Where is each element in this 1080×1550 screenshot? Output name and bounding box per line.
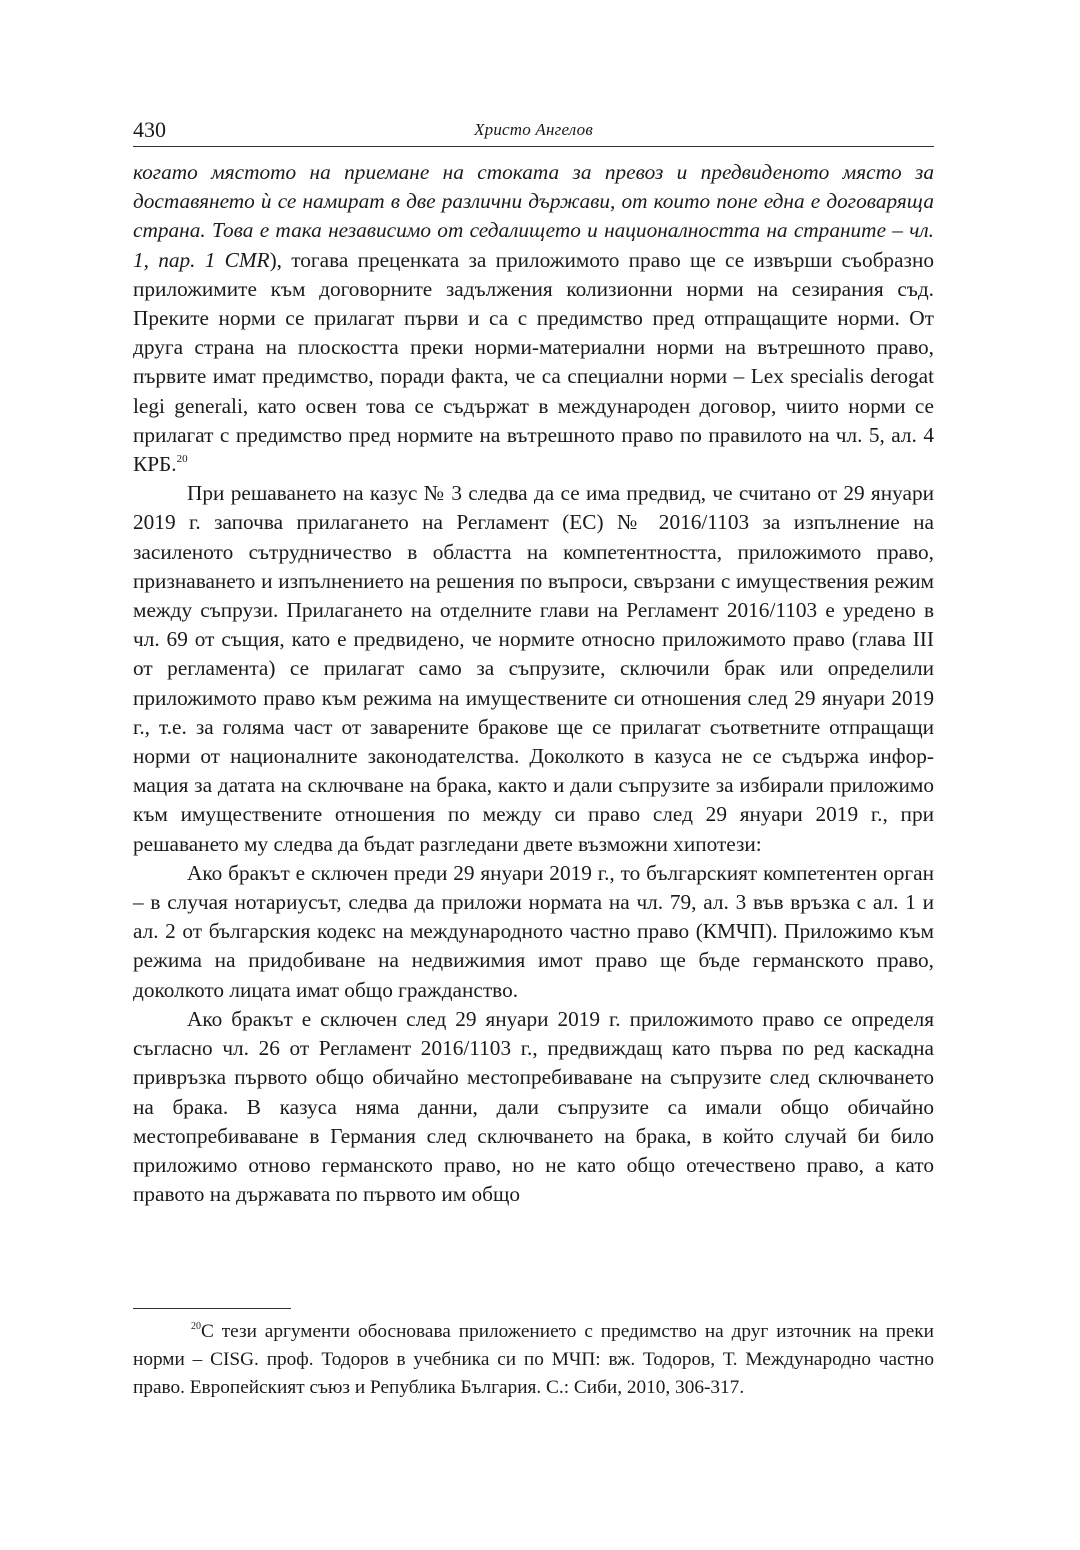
footnote-separator	[133, 1308, 291, 1309]
page-number: 430	[133, 117, 166, 142]
footnotes	[133, 1318, 934, 1402]
page-header	[133, 116, 934, 147]
paragraph-1-rest: ), тогава преценката за приложимото право ще се извърши съобразно приложимите към договорните задължения колизионни норми на сезирания съд. Преките норми се прилагат първи и са с предимство пред отпращащите норми. От друга страна на плоскостта преки норми-материални норми на вътрешното право, първите имат предимство, поради факта, че са специални норми – Lex specialis derogat legi generali, като освен това се съдържат в международен договор, чиито норми се прилагат с предимство пред нормите на вътрешното право по правилото на чл. 5, ал. 4 КРБ.	[133, 247, 934, 477]
running-title: Христо Ангелов	[474, 120, 593, 139]
paragraph-3: Ако бракът е сключен преди 29 януари 2019 г., то българският компетентен орган – в случая нотариусът, следва да приложи нормата на чл. 79, ал. 3 във връзка с ал. 1 и ал. 2 от българския кодекс на международното частно право (КМЧП). Приложимо към режима на придобиване на недвижимия имот право ще бъде германското право, доколкото лицата имат общо гражданство.	[133, 860, 934, 1002]
paragraph-2: При решаването на казус № 3 следва да се има предвид, че считано от 29 януари 2019 г. започва прилагането на Регламент (ЕС) № 2016/1103 за изпълнение на засиленото сътрудничество в областта на компетентността, приложимото право, признаването и изпълнението на решения по въпроси, свързани с имуществения режим между съпрузи. Прилагането на отделните глави на Регламент 2016/1103 е уредено в чл. 69 от същия, като е предвидено, че нормите относно приложимото право (глава III от регламента) се прилагат само за съпрузите, сключили брак или определили приложимото право към режима на имуществените си отношения след 29 януари 2019 г., т.е. за голяма част от заварените бракове ще се прилагат съответните отпращащи норми от националните законодателства. Доколкото в казуса не се съдържа информация за датата на сключване на брака, както и дали съпрузите за избирали приложимо към имуществените отношения по между си право след 29 януари 2019 г., при решаването му следва да бъдат разгледани двете възможни хипотези:	[133, 481, 934, 856]
paragraph-1-italic: когато мястото на приемане на стоката за превоз и предвиденото място за доставянето ѝ се намират в две различни държави, от които поне една е договаряща страна. Това е така независимо от седалището и националността на страните – чл. 1, пар. 1 CMR	[133, 160, 934, 272]
main-text	[133, 158, 934, 1209]
footnote-ref-20[interactable]: 20	[176, 453, 188, 466]
footnote-text: С тези аргументи обосновава приложението с предимство на друг източник на преки норми – CISG. проф. Тодоров в учебника си по МЧП: вж. Тодоров, Т. Международно частно право. Европейският съюз и Република България. С.: Сиби, 2010, 306-317.	[133, 1321, 934, 1398]
footnote-marker: 20	[191, 1321, 201, 1332]
paragraph-1	[133, 158, 934, 479]
footnote-20	[133, 1318, 934, 1402]
paragraph-4: Ако бракът е сключен след 29 януари 2019 г. приложимото право се определя съгласно чл. 26 от Регламент 2016/1103 г., предвиждащ като първа по ред каскадна привръзка първото общо обичайно местопребиваване на съпрузите след сключването на брака. В казуса няма данни, дали съпрузите са имали общо обичайно местопребиваване в Германия след сключването на брака, в който случай би било приложимо отново германското право, но не като общо отечествено право, а като правото на държавата по първото им общо	[133, 1006, 934, 1207]
